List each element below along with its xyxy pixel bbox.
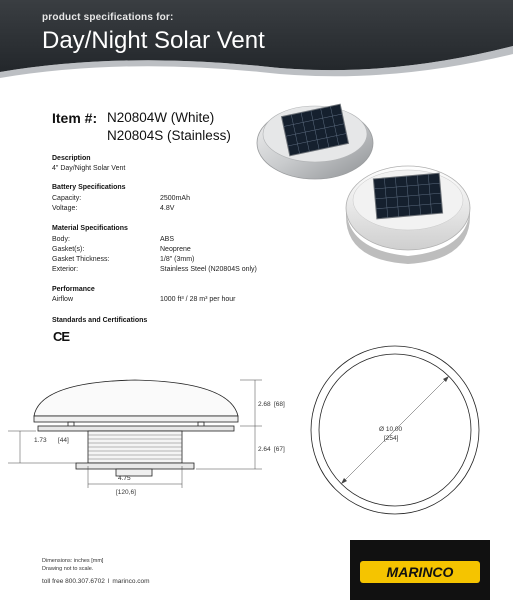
side-view-drawing (0, 368, 290, 503)
spec-label: Body: (52, 236, 70, 243)
description-text: 4" Day/Night Solar Vent (52, 165, 126, 172)
dim-diameter: Ø 10.00 (379, 426, 403, 433)
brand-name: MARINCO (386, 564, 454, 580)
page-title: Day/Night Solar Vent (42, 27, 265, 54)
dim-width: 4.75 (118, 475, 131, 482)
footer-contact (42, 578, 150, 585)
dim-left-mm: [44] (58, 437, 69, 444)
top-view-drawing (295, 345, 495, 515)
spec-value: Neoprene (160, 246, 191, 253)
dim-diameter-mm: [254] (384, 435, 399, 442)
description-title: Description (52, 155, 91, 162)
spec-label: Exterior: (52, 266, 79, 273)
dim-width-mm: [120,6] (116, 489, 136, 496)
marinco-logo (360, 561, 480, 583)
standards-title: Standards and Certifications (52, 317, 148, 324)
footer-phone: toll free 800.307.6702 (42, 578, 105, 585)
dim-top-height-mm: [68] (274, 401, 285, 408)
spec-value: 4.8V (160, 205, 175, 212)
footer-note-units: Dimensions: inches [mm] (42, 558, 104, 564)
spec-value: ABS (160, 236, 175, 243)
spec-value: Stainless Steel (N20804S only) (160, 266, 257, 273)
material-title: Material Specifications (52, 225, 128, 232)
dim-bottom-height-mm: [67] (274, 446, 285, 453)
dim-top-height: 2.68 (258, 401, 271, 408)
spec-label: Voltage: (52, 205, 78, 212)
spec-value: 1/8" (3mm) (160, 256, 195, 263)
spec-label: Capacity: (52, 195, 82, 202)
footer-separator: l (107, 578, 110, 585)
dim-bottom-height: 2.64 (258, 446, 271, 453)
header-kicker: product specifications for: (42, 12, 174, 23)
spec-value: 1000 ft³ / 28 m³ per hour (160, 296, 236, 303)
battery-title: Battery Specifications (52, 184, 126, 191)
item-code-white: N20804W (White) (107, 110, 215, 125)
item-label: Item #: (52, 110, 98, 126)
item-code-stainless: N20804S (Stainless) (107, 128, 231, 143)
white-vent-photo (338, 158, 478, 268)
performance-title: Performance (52, 286, 95, 293)
spec-label: Gasket(s): (52, 246, 85, 253)
ce-mark-icon: CE (53, 329, 70, 344)
spec-label: Airflow (52, 296, 74, 303)
footer-website: marinco.com (112, 578, 150, 585)
spec-value: 2500mAh (160, 195, 190, 202)
dim-left: 1.73 (34, 437, 47, 444)
footer-note-scale: Drawing not to scale. (42, 566, 94, 572)
spec-label: Gasket Thickness: (52, 256, 110, 263)
